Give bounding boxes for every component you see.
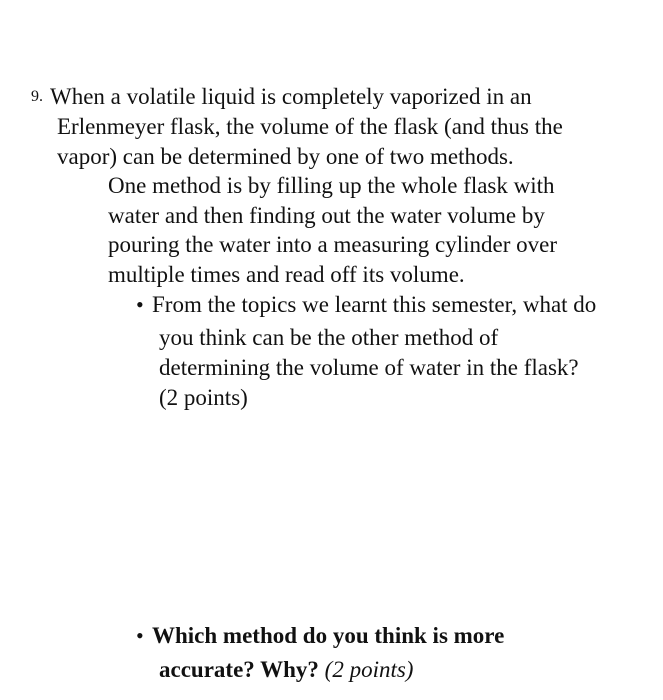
bullet-2-points: (2 points): [324, 657, 414, 682]
bullet-1-marker: •: [136, 292, 144, 317]
method-line-4: multiple times and read off its volume.: [108, 262, 465, 287]
bullet-1-line-1: From the topics we learnt this semester, what do: [152, 292, 597, 317]
bullet-2-line-2: [159, 655, 413, 685]
bullet-2-question-text: accurate? Why?: [159, 657, 319, 682]
method-line-1: One method is by filling up the whole flask with: [108, 173, 555, 198]
method-line-2: water and then finding out the water volume by: [108, 203, 545, 228]
method-line-3: pouring the water into a measuring cylinder over: [108, 232, 557, 257]
intro-line-1: When a volatile liquid is completely vaporized in an: [50, 84, 532, 109]
bullet-2-marker: •: [136, 623, 144, 648]
intro-line-3: vapor) can be determined by one of two methods.: [57, 144, 514, 169]
bullet-1-line-2: you think can be the other method of: [159, 325, 499, 350]
bullet-1-line-4: (2 points): [159, 385, 248, 410]
intro-line-2: Erlenmeyer flask, the volume of the flask (and thus the: [57, 114, 563, 139]
bullet-1-line-3: determining the volume of water in the flask?: [159, 355, 579, 380]
bullet-2-line-1: Which method do you think is more: [152, 623, 505, 648]
question-number: 9.: [31, 88, 43, 105]
